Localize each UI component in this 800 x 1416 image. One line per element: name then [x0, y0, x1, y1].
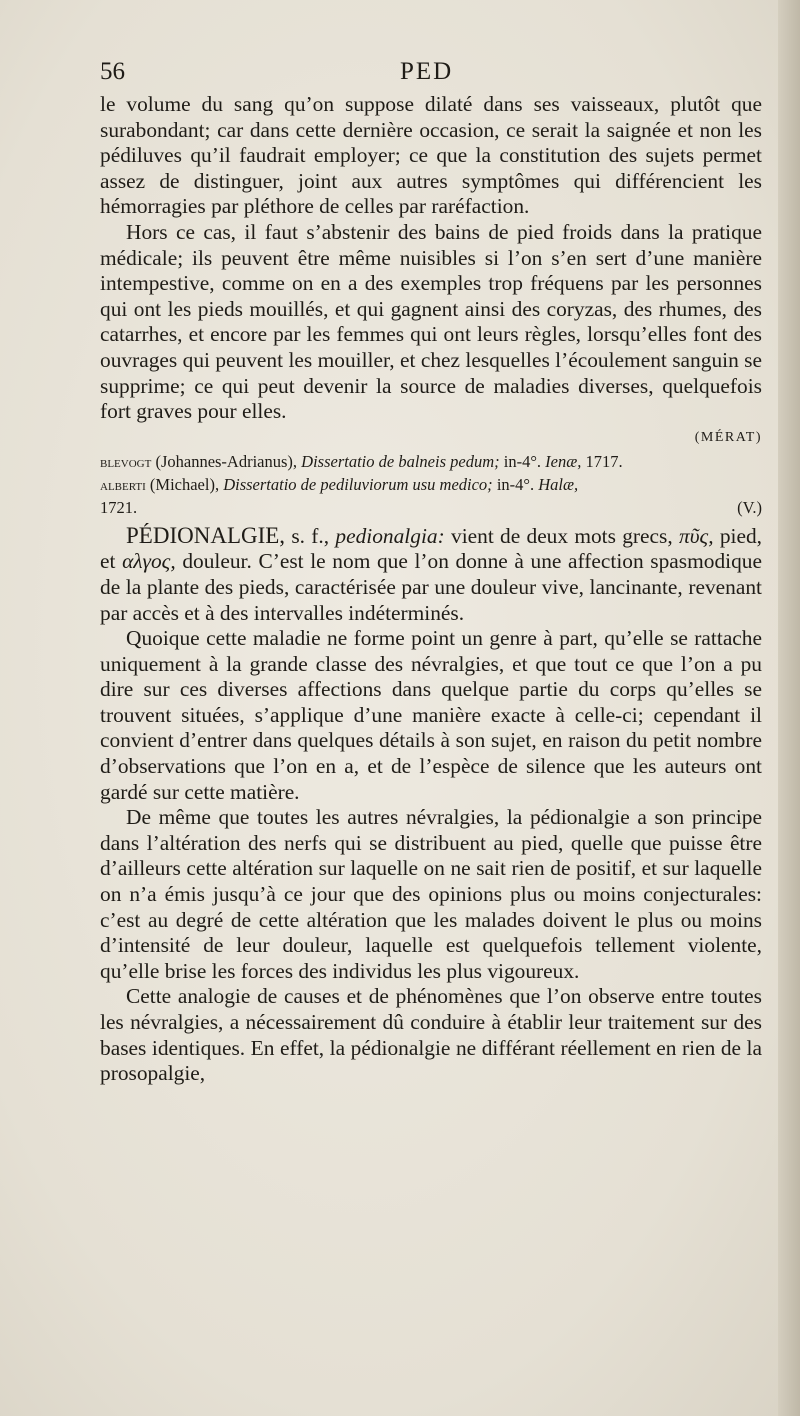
entry-text-c: douleur. C’est le nom que l’on donne à une affection spasmodique de la plante des pieds, caractérisée par une douleur vive, lancinante, revenant par accès et à des intervalles indéterminés.: [100, 549, 762, 625]
author-signature: (MÉRAT): [694, 429, 762, 445]
ref-signature: (V.): [737, 497, 762, 517]
paragraph-principle: De même que toutes les autres névralgies, la pédionalgie a son principe dans l’altération des nerfs qui se distribuent au pied, quelle que puisse être d’ailleurs cette altération sur laquelle on ne sait rien de positif, et sur laquelle on n’a émis jusqu’à ce jour que des opinions plus ou moins conjecturales: c’est au degré de cette altération que les malades doivent le plus ou moins d’intensité de leur douleur, laquelle est quelquefois tellement violente, qu’elle brise les forces des individus les plus vigoureux.: [100, 805, 762, 983]
ref-place: Halæ,: [538, 474, 579, 494]
ref-title: Dissertatio de pediluviorum usu medico;: [223, 474, 493, 494]
ref-year: 1721.: [100, 497, 138, 517]
page-number: 56: [100, 58, 125, 85]
entry-gender: s. f.,: [291, 523, 330, 548]
entry-latin: pedionalgia:: [335, 523, 445, 548]
ref-format: in-4°.: [503, 451, 542, 471]
paragraph-footbaths: Hors ce cas, il faut s’abstenir des bains de pied froids dans la pratique médicale; ils peuvent être même nuisibles si l’on s’en sert d’une manière intempestive, comme on en a des exemples trop fréquens par les personnes qui ont les pieds mouillés, et qui gagnent ainsi des coryzas, des rhumes, des catarrhes, et encore par les femmes qui ont leurs règles, lorsqu’elles font des ouvrages qui peuvent les mouiller, et chez lesquelles l’écoulement sanguin se supprime; ce qui peut devenir la source de maladies diverses, quelquefois fort graves pour elles.: [100, 219, 762, 424]
bibliography-ref: [100, 451, 762, 474]
page-content: [100, 58, 762, 1087]
bibliography-ref: [100, 474, 762, 519]
ref-author: alberti: [100, 477, 146, 494]
ref-format: in-4°.: [496, 474, 535, 494]
entry-greek-foot: πῦς,: [678, 523, 714, 548]
ref-author: blevogt: [100, 454, 152, 471]
running-head: PED: [400, 58, 454, 85]
ref-person: (Johannes-Adrianus),: [155, 451, 298, 471]
entry-definition: [100, 523, 762, 626]
entry-greek-pain: αλγος,: [122, 549, 176, 574]
paragraph-treatment: Cette analogie de causes et de phénomènes que l’on observe entre toutes les névralgies, a nécessairement dû conduire à établir leur traitement sur des bases identiques. En effet, la pédionalgie ne différant réellement en rien de la prosopalgie,: [100, 984, 762, 1086]
ref-year: 1717.: [585, 451, 623, 471]
paragraph-continued: le volume du sang qu’on suppose dilaté dans ses vaisseaux, plutôt que surabondant; car dans cette dernière occasion, ce serait la saignée et non les pédiluves qu’il faudrait employer; ce que la constitution des sujets permet assez de distinguer, joint aux autres symptômes qui différencient les hémorragies par pléthore de celles par raréfaction.: [100, 92, 762, 219]
entry-headword: PÉDIONALGIE,: [126, 522, 286, 548]
page-header: [100, 58, 762, 92]
ref-person: (Michael),: [149, 474, 220, 494]
ref-title: Dissertatio de balneis pedum;: [301, 451, 500, 471]
entry-text-a: vient de deux mots grecs,: [451, 523, 673, 548]
ref-last-line: [100, 497, 762, 519]
entry-text-b: pied, et: [100, 523, 763, 574]
paragraph-neuralgia: Quoique cette maladie ne forme point un genre à part, qu’elle se rattache uniquement à la grande classe des névralgies, et que tout ce que l’on a pu dire sur ces diverses affections dans quelque partie du corps qu’elles se trouvent situées, s’applique d’une manière exacte à celle-ci; cependant il convient d’entrer dans quelques détails à son sujet, en raison du petit nombre d’observations que l’on en a, et de l’espèce de silence que les auteurs ont gardé sur cette matière.: [100, 626, 762, 804]
page-edge: [778, 0, 800, 1416]
ref-place: Ienæ,: [545, 451, 582, 471]
